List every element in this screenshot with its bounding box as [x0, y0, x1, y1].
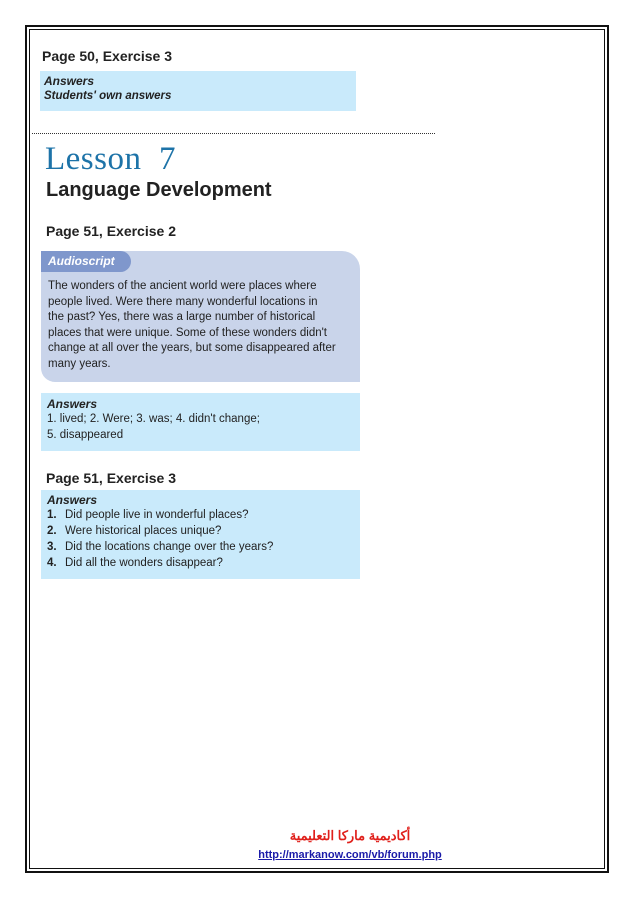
answer-text: Were historical places unique? [65, 525, 222, 537]
answer-item [47, 539, 360, 555]
audioscript-line: the past? Yes, there was a large number of historical [48, 311, 316, 324]
answer-number: 3. [47, 541, 57, 553]
answer-text: Did the locations change over the years? [65, 541, 274, 553]
exercise-heading: Page 51, Exercise 2 [46, 223, 176, 239]
answers-line: 1. lived; 2. Were; 3. was; 4. didn't change; [47, 413, 260, 425]
lesson-title: Lesson 7 [45, 141, 176, 177]
audioscript-text [48, 279, 354, 373]
answer-item [47, 507, 360, 523]
answers-label: Answers [47, 397, 98, 411]
audioscript-line: change at all over the years, but some disappeared after [48, 342, 336, 355]
lesson-subtitle: Language Development [46, 179, 272, 201]
answers-box [41, 490, 360, 579]
answers-line: 5. disappeared [47, 429, 124, 441]
answer-item [47, 555, 360, 571]
exercise-heading: Page 50, Exercise 3 [42, 48, 172, 64]
answer-number: 1. [47, 509, 57, 521]
exercise-heading: Page 51, Exercise 3 [46, 470, 176, 486]
answer-number: 2. [47, 525, 57, 537]
answer-number: 4. [47, 557, 57, 569]
answers-text: Students' own answers [44, 90, 172, 102]
footer-link[interactable]: http://markanow.com/vb/forum.php [258, 849, 442, 861]
answers-box [40, 71, 356, 111]
answers-box [41, 393, 360, 451]
answer-item [47, 523, 360, 539]
audioscript-line: many years. [48, 357, 111, 370]
audioscript-line: places that were unique. Some of these wonders didn't [48, 326, 328, 339]
answers-label: Answers [44, 74, 95, 88]
dotted-separator [32, 133, 435, 134]
answer-text: Did all the wonders disappear? [65, 557, 223, 569]
answers-label: Answers [47, 493, 98, 507]
footer-academy-name: أكاديمية ماركا التعليمية [289, 828, 411, 843]
audioscript-line: people lived. Were there many wonderful locations in [48, 295, 318, 308]
audioscript-line: The wonders of the ancient world were places where [48, 280, 317, 292]
audioscript-tab [41, 251, 131, 272]
answer-text: Did people live in wonderful places? [65, 509, 249, 521]
audioscript-label: Audioscript [48, 254, 115, 268]
